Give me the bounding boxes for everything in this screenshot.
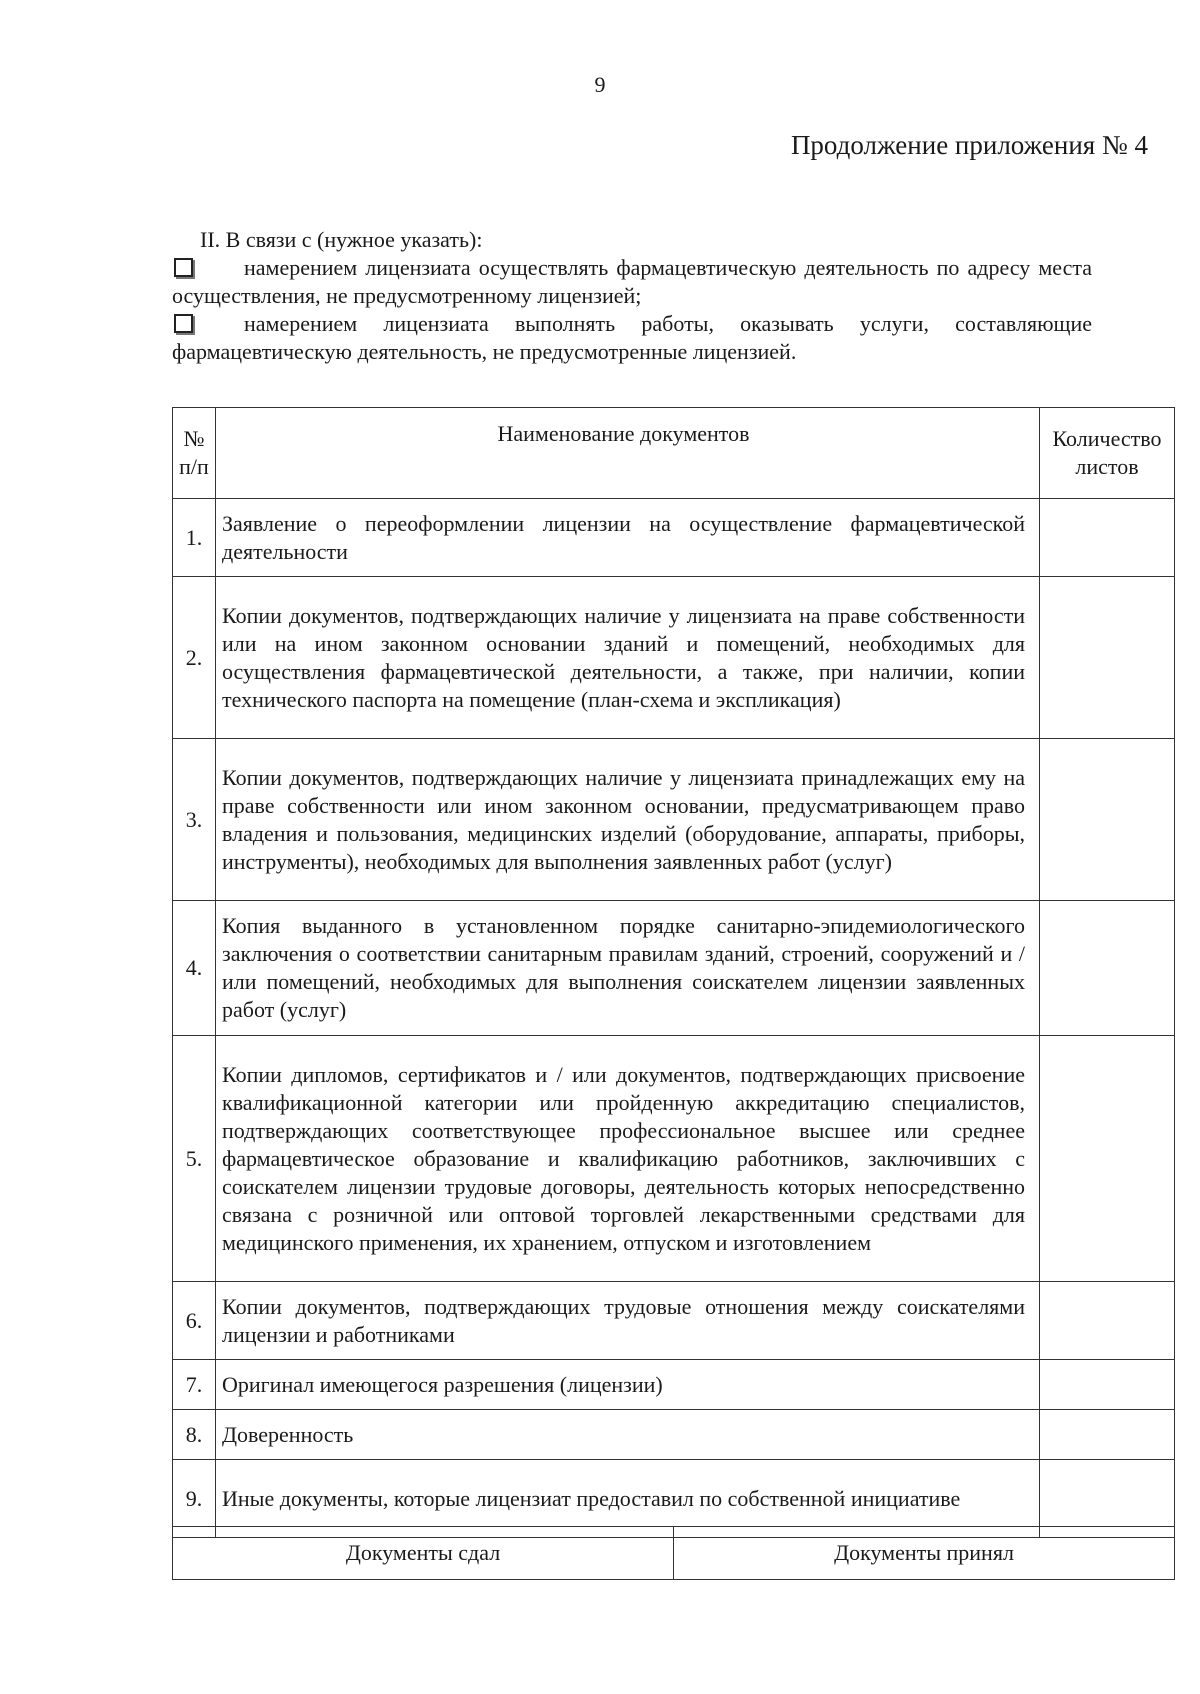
documents-submitted: Документы сдал [173, 1527, 674, 1580]
table-row [173, 1282, 1175, 1360]
section-intro [172, 226, 1092, 366]
checkbox[interactable] [174, 314, 193, 333]
table-row [173, 1410, 1175, 1460]
table-row [173, 1360, 1175, 1410]
document-name: Копия выданного в установленном порядке санитарно-эпидемиологического заключения о соответствии санитарным правилам зданий, строений, сооружений и / или помещений, необходимых для выполнения соискателем лицензии заявленных работ (услуг) [216, 901, 1040, 1036]
table-row [173, 739, 1175, 901]
sheet-count-cell[interactable] [1040, 1282, 1175, 1360]
sheet-count-cell[interactable] [1040, 739, 1175, 901]
sheet-count-cell[interactable] [1040, 901, 1175, 1036]
row-number: 3. [173, 739, 216, 901]
option-text: намерением лицензиата осуществлять фармацевтическую деятельность по адресу места осуществления, не предусмотренному лицензией; [172, 255, 1092, 308]
checkbox[interactable] [174, 258, 193, 277]
signature-table [172, 1526, 1175, 1580]
row-number: 1. [173, 499, 216, 577]
appendix-title: Продолжение приложения № 4 [790, 130, 1148, 160]
header-num-text: № п/п [179, 426, 209, 479]
header-qty [1040, 408, 1175, 499]
sheet-count-cell[interactable] [1040, 577, 1175, 739]
table-header-row [173, 408, 1175, 499]
document-name: Копии документов, подтверждающих наличие у лицензиата принадлежащих ему на праве собственности или ином законном основании, предусматривающем право владения и пользования, медицинских изделий (оборудование, аппараты, приборы, инструменты), необходимых для выполнения заявленных работ (услуг) [216, 739, 1040, 901]
header-name: Наименование документов [216, 408, 1040, 499]
table-row [173, 1036, 1175, 1282]
row-number: 6. [173, 1282, 216, 1360]
sheet-count-cell[interactable] [1040, 1360, 1175, 1410]
option-new-works [172, 310, 1092, 366]
document-name: Копии документов, подтверждающих наличие у лицензиата на праве собственности или на ином законном основании зданий и помещений, необходимых для осуществления фармацевтической деятельности, а также, при наличии, копии технического паспорта на помещение (план-схема и экспликация) [216, 577, 1040, 739]
table-row [173, 577, 1175, 739]
row-number: 2. [173, 577, 216, 739]
document-name: Заявление о переоформлении лицензии на осуществление фармацевтической деятельности [216, 499, 1040, 577]
page-number: 9 [594, 72, 606, 97]
table-row [173, 499, 1175, 577]
option-new-address [172, 254, 1092, 310]
row-number: 4. [173, 901, 216, 1036]
document-name: Копии дипломов, сертификатов и / или документов, подтверждающих присвоение квалификационной категории или пройденную аккредитацию специалистов, подтверждающих соответствующее профессиональное высшее или среднее фармацевтическое образование и квалификацию работников, заключивших с соискателем лицензии трудовые договоры, деятельность которых непосредственно связана с розничной или оптовой торговлей лекарственными средствами для медицинского применения, их хранением, отпуском и изготовлением [216, 1036, 1040, 1282]
documents-received: Документы принял [674, 1527, 1175, 1580]
documents-table [172, 407, 1175, 1538]
sheet-count-cell[interactable] [1040, 1410, 1175, 1460]
table-row [173, 901, 1175, 1036]
option-text: намерением лицензиата выполнять работы, оказывать услуги, составляющие фармацевтическую деятельность, не предусмотренные лицензией. [172, 311, 1092, 364]
sheet-count-cell[interactable] [1040, 499, 1175, 577]
row-number: 9. [173, 1460, 216, 1538]
row-number: 5. [173, 1036, 216, 1282]
section-heading: II. В связи с (нужное указать): [200, 227, 483, 252]
header-num [173, 408, 216, 499]
document-name: Копии документов, подтверждающих трудовые отношения между соискателями лицензии и работниками [216, 1282, 1040, 1360]
signature-row [173, 1527, 1175, 1580]
row-number: 7. [173, 1360, 216, 1410]
document-name: Доверенность [216, 1410, 1040, 1460]
row-number: 8. [173, 1410, 216, 1460]
document-name: Оригинал имеющегося разрешения (лицензии) [216, 1360, 1040, 1410]
document-name: Иные документы, которые лицензиат предоставил по собственной инициативе [216, 1460, 1040, 1538]
header-qty-text: Количество листов [1052, 426, 1162, 479]
sheet-count-cell[interactable] [1040, 1036, 1175, 1282]
